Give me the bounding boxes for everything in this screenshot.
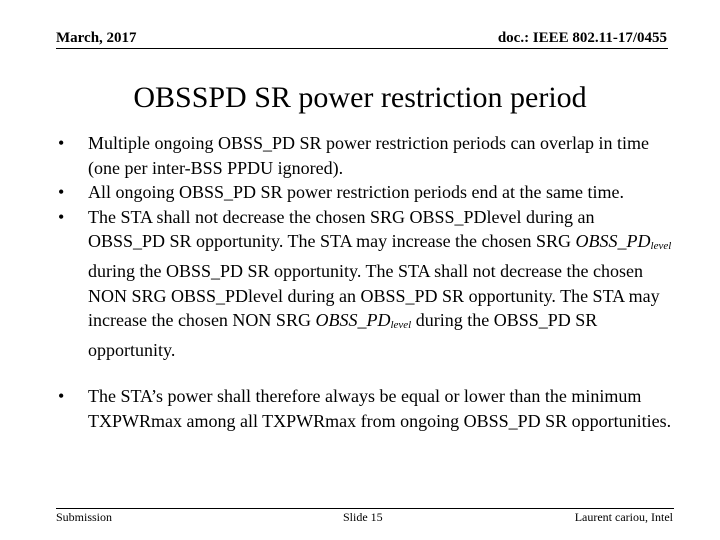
footer-author: Laurent cariou, Intel	[574, 510, 673, 524]
bullet-dot-icon: •	[58, 206, 65, 227]
header-divider	[56, 48, 668, 49]
bullet-dot-icon: •	[58, 182, 65, 203]
term-subscript: level	[390, 319, 412, 332]
slide-title: OBSSPD SR power restriction period	[133, 81, 587, 114]
bullet-dot-icon: •	[58, 386, 65, 407]
term-main: OBSS_PD	[575, 231, 651, 252]
bullet-text-segment: The STA shall not decrease the chosen SRG OBSS_PDlevel during an OBSS_PD SR opportunity. The STA may increase the chosen SRG	[88, 206, 595, 252]
bullet-list	[56, 131, 676, 434]
bullet-text	[88, 207, 671, 360]
term-subscript: level	[650, 240, 672, 253]
bullet-text: Multiple ongoing OBSS_PD SR power restriction periods can overlap in time (one per inter-BSS PPDU ignored).	[88, 133, 649, 178]
bullet-text-segment: during the OBSS_PD SR opportunity. The STA shall not decrease the chosen NON SRG OBSS_PDlevel during an OBSS_PD SR opportunity. The STA may increase the chosen NON SRG	[88, 260, 660, 331]
footer-submission: Submission	[56, 510, 113, 524]
footer-divider	[56, 508, 674, 509]
term-main: OBSS_PD	[315, 310, 391, 331]
bullet-item	[56, 384, 676, 433]
bullet-item	[56, 205, 676, 363]
italic-term	[576, 231, 672, 251]
bullet-text: All ongoing OBSS_PD SR power restriction periods end at the same time.	[88, 182, 624, 203]
bullet-text: The STA’s power shall therefore always be equal or lower than the minimum TXPWRmax among all TXPWRmax from ongoing OBSS_PD SR opportunities.	[88, 386, 672, 431]
header-doc-id: doc.: IEEE 802.11-17/0455	[497, 30, 667, 46]
bullet-item	[56, 131, 676, 180]
footer-slide-number: Slide 15	[343, 510, 383, 524]
bullet-item	[56, 180, 676, 205]
bullet-dot-icon: •	[58, 133, 65, 153]
header-date: March, 2017	[56, 30, 137, 46]
italic-term	[315, 310, 411, 330]
spacer	[56, 362, 676, 384]
bullet-text-segment: during the OBSS_PD SR opportunity.	[88, 310, 598, 360]
